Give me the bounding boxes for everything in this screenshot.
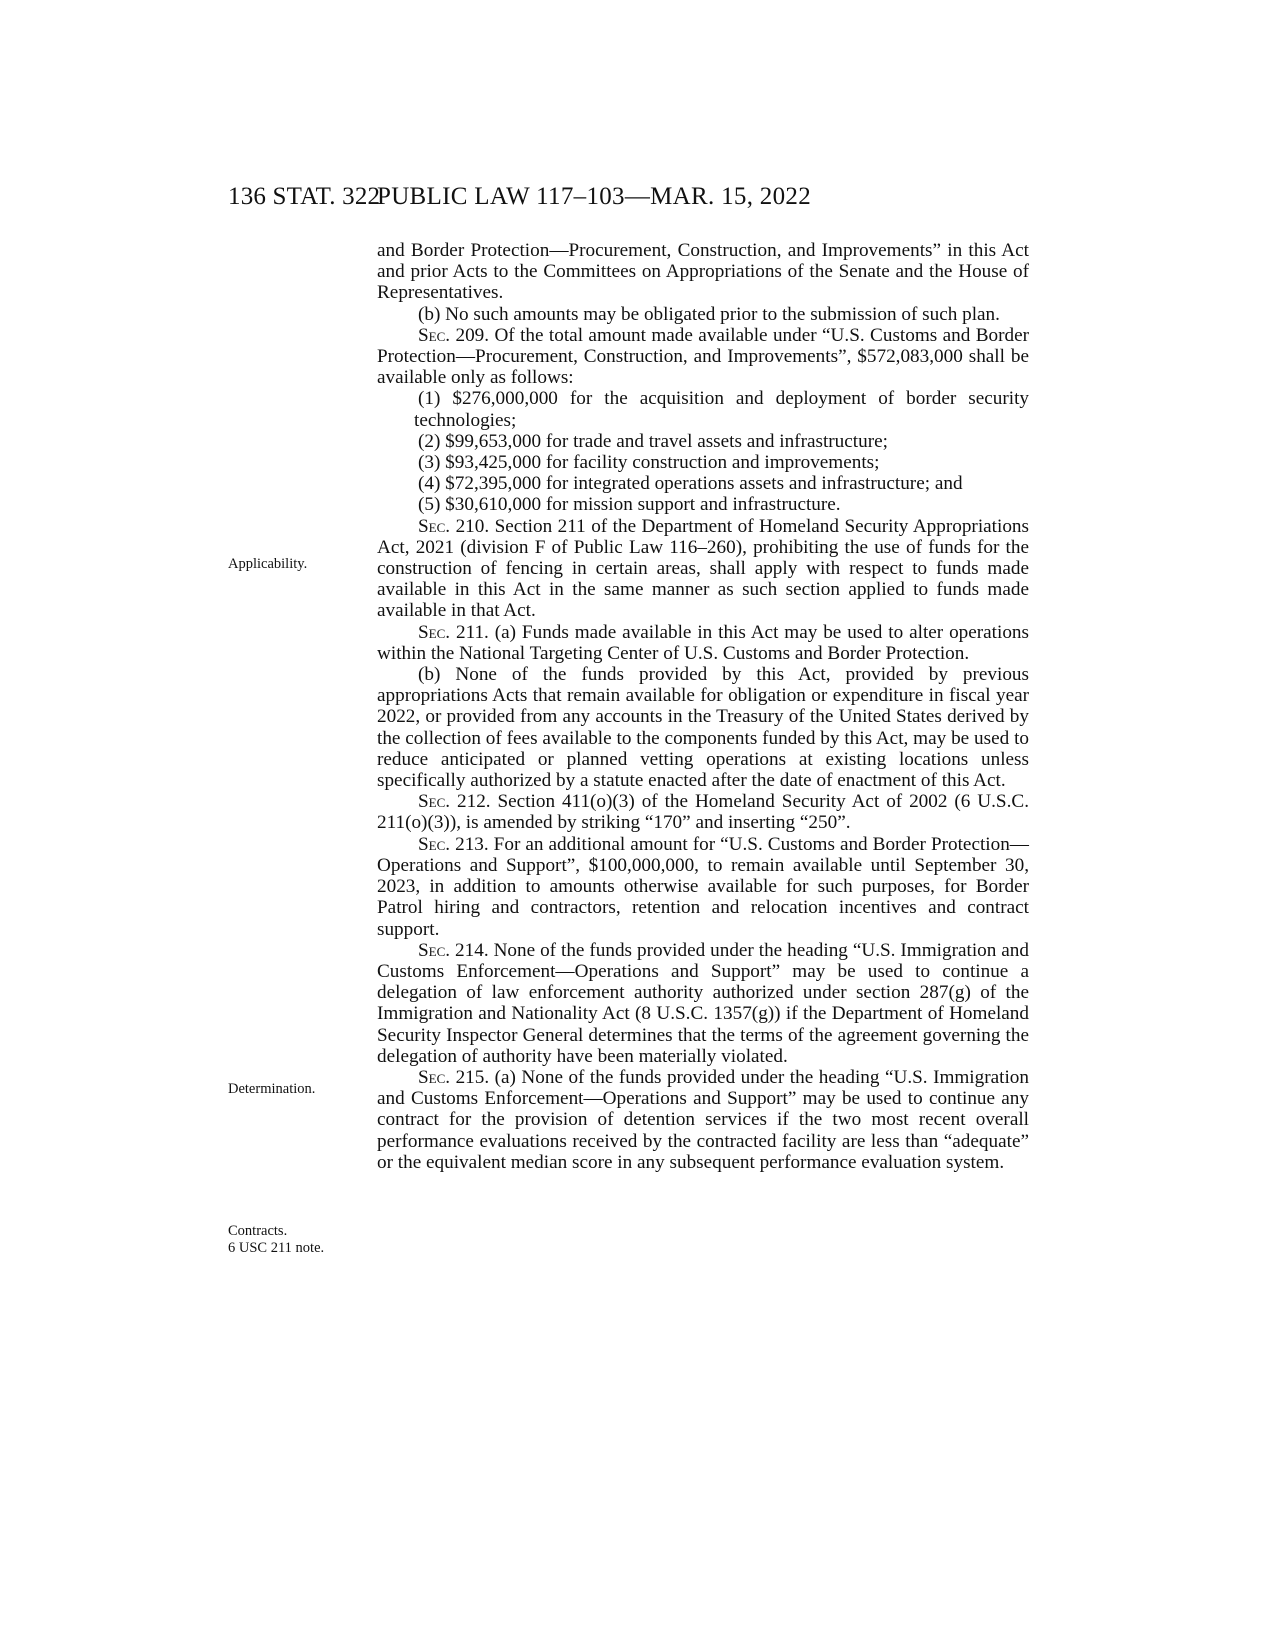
section-214-text: 214. None of the funds provided under the heading “U.S. Immigration and Customs Enforcement—Operations and Support” may be used to continue a delegation of law enforcement authority authorized under section 287(g) of the Immigration and Nationality Act (8 U.S.C. 1357(g)) if the Department of Homeland Security Inspector General determines that the terms of the agreement governing the delegation of authority have been materially violated. (377, 939, 1029, 1067)
list-item-3: (3) $93,425,000 for facility construction and improvements; (418, 452, 880, 474)
page-number: 136 STAT. 322 (228, 183, 381, 210)
list-item-1: (1) $276,000,000 for the acquisition and deployment of border security technologies; (414, 388, 1029, 431)
paragraph-subsection-b: (b) No such amounts may be obligated prior to the submission of such plan. (418, 303, 1000, 325)
section-label: Sec. (418, 939, 451, 961)
section-212-text: 212. Section 411(o)(3) of the Homeland Security Act of 2002 (6 U.S.C. 211(o)(3)), is amended by striking “170” and inserting “250”. (377, 791, 1029, 834)
section-213 (377, 834, 1029, 940)
page-header (228, 183, 1032, 223)
section-label: Sec. (418, 833, 451, 855)
section-210 (377, 516, 1029, 622)
list-item-5: (5) $30,610,000 for mission support and infrastructure. (418, 494, 841, 516)
margin-note-contracts (228, 1223, 358, 1257)
section-label: Sec. (418, 324, 451, 346)
section-label: Sec. (418, 515, 451, 537)
section-211-text: 211. (a) Funds made available in this Act may be used to alter operations within the National Targeting Center of U.S. Customs and Border Protection. (377, 621, 1029, 664)
section-215 (377, 1067, 1029, 1173)
section-215-text: 215. (a) None of the funds provided under the heading “U.S. Immigration and Customs Enforcement—Operations and Support” may be used to continue any contract for the provision of detention services if the two most recent overall performance evaluations received by the contracted facility are less than “adequate” or the equivalent median score in any subsequent performance evaluation system. (377, 1066, 1029, 1173)
section-209-text: 209. Of the total amount made available under “U.S. Customs and Border Protection—Procurement, Construction, and Improvements”, $572,083,000 shall be available only as follows: (377, 324, 1029, 389)
margin-note-contracts-line1: Contracts. (228, 1223, 288, 1239)
document-body (377, 240, 1029, 1173)
margin-note-applicability: Applicability. (228, 556, 308, 572)
section-211 (377, 622, 1029, 664)
margin-note-contracts-line2: 6 USC 211 note. (228, 1240, 325, 1256)
margin-note-determination: Determination. (228, 1081, 316, 1097)
running-head: PUBLIC LAW 117–103—MAR. 15, 2022 (377, 183, 812, 210)
section-211-b: (b) None of the funds provided by this Act, provided by previous appropriations Acts that remain available for obligation or expenditure in fiscal year 2022, or provided from any accounts in the Treasury of the United States derived by the collection of fees available to the components funded by this Act, may be used to reduce anticipated or planned vetting operations at existing locations unless specifically authorized by a statute enacted after the date of enactment of this Act. (377, 664, 1029, 792)
list-item-4: (4) $72,395,000 for integrated operations assets and infrastructure; and (418, 473, 963, 495)
section-label: Sec. (418, 791, 451, 813)
paragraph-continuation: and Border Protection—Procurement, Construction, and Improvements” in this Act and prior Acts to the Committees on Appropriations of the Senate and the House of Representatives. (377, 240, 1029, 304)
section-label: Sec. (418, 621, 451, 643)
list-item-2: (2) $99,653,000 for trade and travel assets and infrastructure; (418, 430, 888, 452)
section-210-text: 210. Section 211 of the Department of Homeland Security Appropriations Act, 2021 (division F of Public Law 116–260), prohibiting the use of funds for the construction of fencing in certain areas, shall apply with respect to funds made available in this Act in the same manner as such section applied to funds made available in that Act. (377, 515, 1029, 622)
section-213-text: 213. For an additional amount for “U.S. Customs and Border Protection—Operations and Support”, $100,000,000, to remain available until September 30, 2023, in addition to amounts otherwise available for such purposes, for Border Patrol hiring and contractors, retention and relocation incentives and contract support. (377, 833, 1029, 940)
section-214 (377, 940, 1029, 1067)
section-label: Sec. (418, 1066, 451, 1088)
section-212 (377, 791, 1029, 833)
section-209 (377, 325, 1029, 389)
